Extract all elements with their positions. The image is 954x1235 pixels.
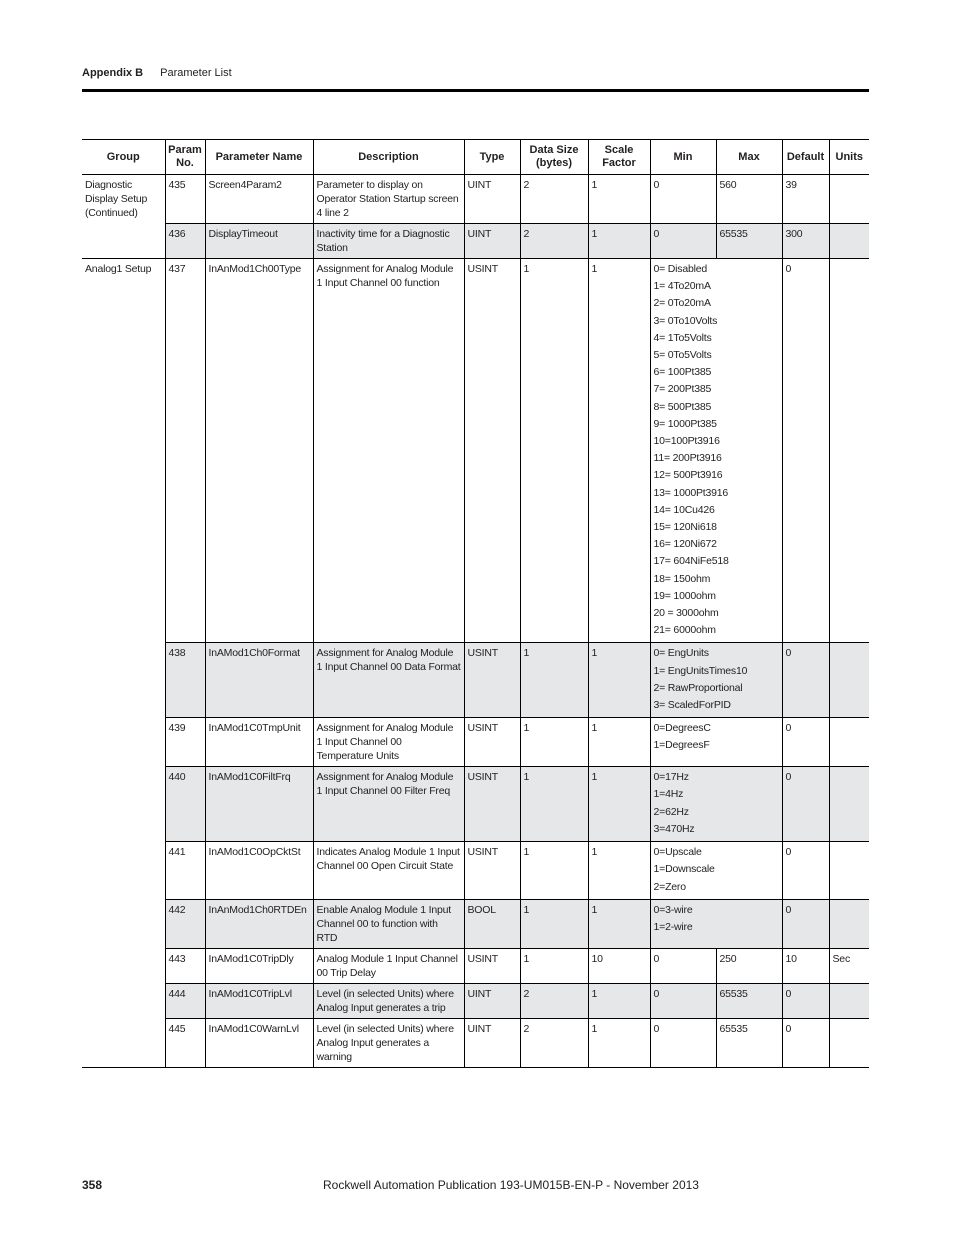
group-cell	[82, 899, 165, 948]
param-no-cell: 440	[165, 767, 205, 842]
column-header: Scale Factor	[588, 140, 650, 175]
default-cell: 300	[782, 224, 829, 259]
max-cell: 65535	[716, 1018, 782, 1067]
column-header: Parameter Name	[205, 140, 313, 175]
default-cell: 0	[782, 767, 829, 842]
type-cell: USINT	[464, 718, 520, 767]
type-cell: BOOL	[464, 899, 520, 948]
option-item: 5= 0To5Volts	[653, 349, 712, 362]
data-size-cell: 1	[520, 899, 588, 948]
column-header: Group	[82, 140, 165, 175]
param-no-cell: 435	[165, 175, 205, 224]
units-cell	[829, 224, 869, 259]
option-item: 11= 200Pt3916	[653, 452, 722, 465]
default-cell: 0	[782, 259, 829, 643]
option-item: 1= EngUnitsTimes10	[653, 664, 748, 677]
max-cell: 65535	[716, 983, 782, 1018]
default-cell: 0	[782, 718, 829, 767]
data-size-cell: 1	[520, 948, 588, 983]
param-no-cell: 439	[165, 718, 205, 767]
table-row	[82, 224, 869, 259]
option-item: 8= 500Pt385	[653, 400, 712, 413]
group-cell	[82, 224, 165, 259]
scale-factor-cell: 1	[588, 983, 650, 1018]
section-label: Parameter List	[160, 67, 232, 79]
parameter-name-cell: InAnMod1Ch0RTDEn	[205, 899, 313, 948]
column-header: Max	[716, 140, 782, 175]
option-item: 15= 120Ni618	[653, 521, 717, 534]
parameter-name-cell: InAMod1Ch0Format	[205, 643, 313, 718]
table-row	[82, 718, 869, 767]
option-item: 2= RawProportional	[653, 681, 743, 694]
option-item: 0=3-wire	[653, 903, 693, 916]
units-cell	[829, 767, 869, 842]
scale-factor-cell: 1	[588, 842, 650, 900]
type-cell: UINT	[464, 1018, 520, 1067]
parameter-name-cell: InAMod1C0WarnLvl	[205, 1018, 313, 1067]
units-cell: Sec	[829, 948, 869, 983]
default-cell: 0	[782, 842, 829, 900]
option-item: 0=17Hz	[653, 771, 689, 784]
column-header: Default	[782, 140, 829, 175]
data-size-cell: 2	[520, 224, 588, 259]
option-item: 0= EngUnits	[653, 647, 709, 660]
description-cell: Indicates Analog Module 1 Input Channel 00 Open Circuit State	[313, 842, 464, 900]
units-cell	[829, 718, 869, 767]
table-row	[82, 259, 869, 643]
option-item: 0= Disabled	[653, 263, 708, 275]
option-item: 17= 604NiFe518	[653, 555, 729, 568]
option-item: 13= 1000Pt3916	[653, 486, 729, 499]
scale-factor-cell: 1	[588, 1018, 650, 1067]
type-cell: USINT	[464, 842, 520, 900]
parameter-name-cell: InAMod1C0FiltFrq	[205, 767, 313, 842]
description-cell: Assignment for Analog Module 1 Input Channel 00 Data Format	[313, 643, 464, 718]
description-cell: Parameter to display on Operator Station Startup screen 4 line 2	[313, 175, 464, 224]
units-cell	[829, 259, 869, 643]
option-item: 20 = 3000ohm	[653, 607, 719, 620]
scale-factor-cell: 1	[588, 259, 650, 643]
publication-info: Rockwell Automation Publication 193-UM015B-EN-P - November 2013	[323, 1178, 699, 1192]
data-size-cell: 2	[520, 983, 588, 1018]
group-cell	[82, 948, 165, 983]
scale-factor-cell: 1	[588, 899, 650, 948]
option-item: 6= 100Pt385	[653, 366, 712, 379]
description-cell: Level (in selected Units) where Analog Input generates a warning	[313, 1018, 464, 1067]
option-item: 10=100Pt3916	[653, 435, 720, 448]
options-cell	[650, 899, 782, 948]
table-row	[82, 643, 869, 718]
max-cell: 250	[716, 948, 782, 983]
units-cell	[829, 1018, 869, 1067]
option-item: 1=DegreesF	[653, 739, 710, 752]
page-header	[82, 67, 232, 79]
data-size-cell: 2	[520, 175, 588, 224]
param-no-cell: 441	[165, 842, 205, 900]
param-no-cell: 437	[165, 259, 205, 643]
group-cell	[82, 718, 165, 767]
options-cell	[650, 767, 782, 842]
scale-factor-cell: 1	[588, 224, 650, 259]
option-item: 18= 150ohm	[653, 572, 711, 585]
min-cell: 0	[650, 948, 716, 983]
type-cell: USINT	[464, 259, 520, 643]
table-header	[82, 140, 869, 175]
default-cell: 39	[782, 175, 829, 224]
max-cell: 560	[716, 175, 782, 224]
default-cell: 0	[782, 899, 829, 948]
description-cell: Assignment for Analog Module 1 Input Channel 00 Filter Freq	[313, 767, 464, 842]
description-cell: Assignment for Analog Module 1 Input Channel 00 Temperature Units	[313, 718, 464, 767]
group-cell: Analog1 Setup	[85, 263, 152, 275]
option-item: 2=62Hz	[653, 805, 689, 818]
appendix-label: Appendix B	[82, 67, 144, 79]
scale-factor-cell: 1	[588, 175, 650, 224]
table-row	[82, 983, 869, 1018]
data-size-cell: 1	[520, 259, 588, 643]
data-size-cell: 1	[520, 643, 588, 718]
description-cell: Level (in selected Units) where Analog Input generates a trip	[313, 983, 464, 1018]
scale-factor-cell: 1	[588, 643, 650, 718]
group-cell	[82, 1018, 165, 1067]
page-number: 358	[82, 1178, 103, 1192]
group-cell	[82, 643, 165, 718]
column-header: Min	[650, 140, 716, 175]
param-no-cell: 436	[165, 224, 205, 259]
description-cell: Enable Analog Module 1 Input Channel 00 to function with RTD	[313, 899, 464, 948]
column-header: Description	[313, 140, 464, 175]
option-item: 1= 4To20mA	[653, 280, 711, 293]
type-cell: UINT	[464, 175, 520, 224]
param-no-cell: 438	[165, 643, 205, 718]
parameter-name-cell: InAMod1C0TripDly	[205, 948, 313, 983]
group-cell	[82, 767, 165, 842]
units-cell	[829, 983, 869, 1018]
option-item: 3= ScaledForPID	[653, 699, 731, 712]
option-item: 1=4Hz	[653, 788, 684, 801]
parameter-name-cell: InAMod1C0TmpUnit	[205, 718, 313, 767]
description-cell: Analog Module 1 Input Channel 00 Trip Delay	[313, 948, 464, 983]
default-cell: 0	[782, 643, 829, 718]
data-size-cell: 1	[520, 767, 588, 842]
option-item: 1=Downscale	[653, 863, 715, 876]
table-row	[82, 899, 869, 948]
group-cell: Diagnostic Display Setup (Continued)	[85, 179, 148, 219]
param-no-cell: 444	[165, 983, 205, 1018]
type-cell: USINT	[464, 643, 520, 718]
options-cell	[650, 643, 782, 718]
scale-factor-cell: 10	[588, 948, 650, 983]
min-cell: 0	[650, 1018, 716, 1067]
header-rule	[82, 89, 869, 92]
units-cell	[829, 899, 869, 948]
option-item: 2=Zero	[653, 880, 686, 893]
table-row	[82, 767, 869, 842]
option-item: 16= 120Ni672	[653, 538, 717, 551]
default-cell: 0	[782, 1018, 829, 1067]
group-cell	[82, 842, 165, 900]
parameter-name-cell: InAnMod1Ch00Type	[205, 259, 313, 643]
column-header: Data Size (bytes)	[520, 140, 588, 175]
option-item: 14= 10Cu426	[653, 503, 715, 516]
type-cell: USINT	[464, 767, 520, 842]
min-cell: 0	[650, 983, 716, 1018]
units-cell	[829, 842, 869, 900]
table-row	[82, 175, 869, 224]
option-item: 9= 1000Pt385	[653, 417, 717, 430]
column-header: Param No.	[165, 140, 205, 175]
param-no-cell: 443	[165, 948, 205, 983]
option-item: 3=470Hz	[653, 822, 695, 835]
table-row	[82, 842, 869, 900]
scale-factor-cell: 1	[588, 767, 650, 842]
option-item: 0=DegreesC	[653, 722, 711, 735]
options-cell	[650, 259, 782, 643]
max-cell: 65535	[716, 224, 782, 259]
option-item: 2= 0To20mA	[653, 297, 711, 310]
min-cell: 0	[650, 224, 716, 259]
data-size-cell: 1	[520, 842, 588, 900]
option-item: 3= 0To10Volts	[653, 314, 718, 327]
option-item: 19= 1000ohm	[653, 589, 716, 602]
description-cell: Assignment for Analog Module 1 Input Channel 00 function	[313, 259, 464, 643]
type-cell: UINT	[464, 224, 520, 259]
units-cell	[829, 175, 869, 224]
parameter-name-cell: Screen4Param2	[205, 175, 313, 224]
option-item: 21= 6000ohm	[653, 624, 716, 637]
option-item: 1=2-wire	[653, 920, 693, 933]
param-no-cell: 442	[165, 899, 205, 948]
table-body	[82, 175, 869, 1068]
table-row	[82, 948, 869, 983]
parameter-name-cell: InAMod1C0OpCktSt	[205, 842, 313, 900]
data-size-cell: 1	[520, 718, 588, 767]
column-header: Units	[829, 140, 869, 175]
option-item: 0=Upscale	[653, 846, 702, 859]
table-row	[82, 1018, 869, 1067]
default-cell: 10	[782, 948, 829, 983]
type-cell: UINT	[464, 983, 520, 1018]
parameter-name-cell: InAMod1C0TripLvl	[205, 983, 313, 1018]
scale-factor-cell: 1	[588, 718, 650, 767]
min-cell: 0	[650, 175, 716, 224]
param-no-cell: 445	[165, 1018, 205, 1067]
option-item: 12= 500Pt3916	[653, 469, 723, 482]
type-cell: USINT	[464, 948, 520, 983]
option-item: 4= 1To5Volts	[653, 331, 712, 344]
option-item: 7= 200Pt385	[653, 383, 712, 396]
group-cell	[82, 983, 165, 1018]
parameter-table	[82, 139, 869, 1068]
options-cell	[650, 842, 782, 900]
description-cell: Inactivity time for a Diagnostic Station	[313, 224, 464, 259]
options-cell	[650, 718, 782, 767]
parameter-name-cell: DisplayTimeout	[205, 224, 313, 259]
column-header: Type	[464, 140, 520, 175]
units-cell	[829, 643, 869, 718]
default-cell: 0	[782, 983, 829, 1018]
data-size-cell: 2	[520, 1018, 588, 1067]
